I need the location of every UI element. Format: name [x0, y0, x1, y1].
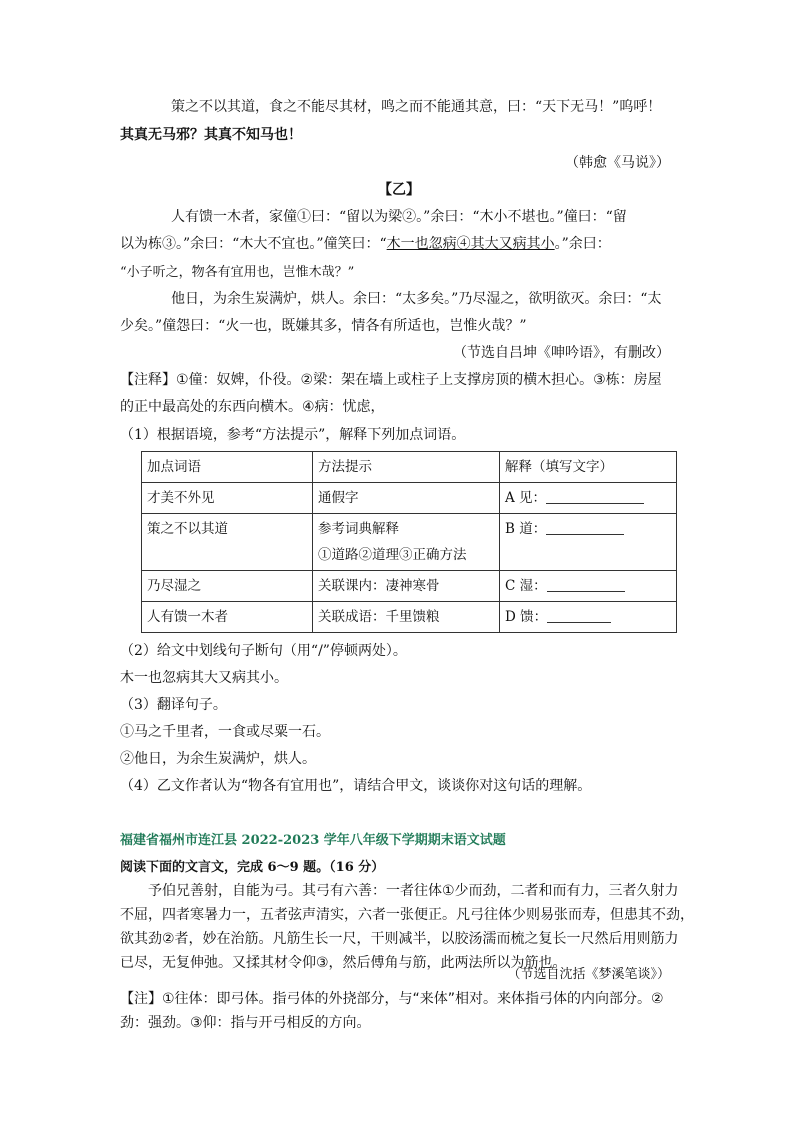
table-cell-answer: C 湿：: [500, 571, 677, 602]
table-cell-hint: 关联成语：千里馈粮: [313, 602, 500, 633]
jia-line-1: 策之不以其道，食之不能尽其材，鸣之而不能通其意，曰：“天下无马！”呜呼！: [171, 99, 662, 115]
table-cell-hint: 通假字: [313, 483, 500, 514]
table-header: 方法提示: [313, 452, 500, 483]
question-4: （4）乙文作者认为“物各有宜用也”，请结合甲文，谈谈你对这句话的理解。: [120, 778, 592, 794]
question-2: （2）给文中划线句子断句（用“/”停顿两处）。: [120, 643, 407, 659]
table-cell-hint: 参考词典解释 ①道路②道理③正确方法: [313, 514, 500, 571]
yi-p1-line1: 人有馈一木者，家僮①曰：“留以为梁②。”余曰：“木小不堪也。”僮曰：“留: [171, 209, 627, 225]
table-cell-word: 策之不以其道: [142, 514, 313, 571]
table-row: [142, 483, 677, 514]
yi-p2-line2: 少矣。”僮怨曰：“火一也，既嫌其多，情各有所适也，岂惟火哉？”: [120, 318, 527, 334]
table-cell-word: 乃尽湿之: [142, 571, 313, 602]
yi-p1-line2: 以为栋③。”余曰：“木大不宜也。”僮笑曰：“木一也忽病④其大又病其小。”余曰：: [120, 236, 611, 252]
section-p-line3: 欲其劲②者，妙在治筋。凡筋生长一尺，干则减半，以胶汤濡而梳之复长一尺然后用则筋力: [120, 931, 679, 947]
answer-blank-c[interactable]: [547, 577, 625, 592]
section-heading: 福建省福州市连江县 2022-2023 学年八年级下学期期末语文试题: [120, 833, 506, 848]
table-cell-answer: B 道：: [500, 514, 677, 571]
table-header: 加点词语: [142, 452, 313, 483]
section-p-line2: 不屈，四者寒暑力一，五者弦声清实，六者一张便正。凡弓往体少则易张而寿，但患其不劲，: [120, 907, 694, 923]
answer-blank-d[interactable]: [547, 608, 611, 623]
answer-blank-a[interactable]: [546, 489, 644, 504]
table-header: 解释（填写文字）: [500, 452, 677, 483]
table-row: [142, 514, 677, 571]
table-row: [142, 571, 677, 602]
section-note-line1: 【注】①往体：即弓体。指弓体的外挠部分，与“来体”相对。来体指弓体的内向部分。②: [120, 991, 664, 1007]
table-cell-word: 人有馈一木者: [142, 602, 313, 633]
question-1: （1）根据语境，参考“方法提示”，解释下列加点词语。: [120, 427, 466, 443]
yi-source: （节选自吕坤《呻吟语》，有删改）: [453, 345, 670, 361]
answer-table: [141, 451, 677, 633]
yi-note-line2: 的正中最高处的东西向横木。④病：忧虑，: [120, 399, 385, 415]
yi-title: 【乙】: [378, 182, 420, 198]
table-cell-hint: 关联课内：凄神寒骨: [313, 571, 500, 602]
table-cell-answer: A 见：: [500, 483, 677, 514]
jia-line-2: 其真无马邪？其真不知马也！: [120, 127, 302, 143]
section-instruction: 阅读下面的文言文，完成 6～9 题。（16 分）: [120, 860, 385, 875]
section-source: （节选自沈括《梦溪笔谈》）: [507, 967, 670, 982]
table-cell-word: 才美不外见: [142, 483, 313, 514]
yi-p1-line3: “小子听之，物各有宜用也，岂惟木哉？”: [120, 265, 355, 280]
question-2-sentence: 木一也忽病其大又病其小。: [120, 670, 288, 686]
question-3-item-1: ①马之千里者，一食或尽粟一石。: [120, 724, 330, 740]
answer-blank-b[interactable]: [546, 520, 624, 535]
table-header-row: [142, 452, 677, 483]
yi-note-line1: 【注释】①僮：奴婢，仆役。②梁：架在墙上或柱子上支撑房顶的横木担心。③栋：房屋: [120, 372, 662, 388]
yi-p2-line1: 他日，为余生炭满炉，烘人。余曰：“太多矣。”乃尽湿之，欲明欲灭。余曰：“太: [171, 291, 662, 307]
jia-source: （韩愈《马说》）: [565, 155, 670, 171]
table-row: [142, 602, 677, 633]
section-note-line2: 劲：强劲。③仰：指与开弓相反的方向。: [120, 1015, 371, 1031]
question-3: （3）翻译句子。: [120, 697, 227, 713]
underlined-sentence: 木一也忽病④其大又病其小: [386, 236, 555, 252]
section-p-line1: 予伯兄善射，自能为弓。其弓有六善：一者往体①少而劲，二者和而有力，三者久射力: [148, 883, 679, 899]
section-p-line4: 已尽，无复伸弛。又揉其材令仰③，然后傅角与筋，此两法所以为筋也。: [120, 955, 567, 971]
table-cell-answer: D 馈：: [500, 602, 677, 633]
question-3-item-2: ②他日，为余生炭满炉，烘人。: [120, 751, 316, 767]
